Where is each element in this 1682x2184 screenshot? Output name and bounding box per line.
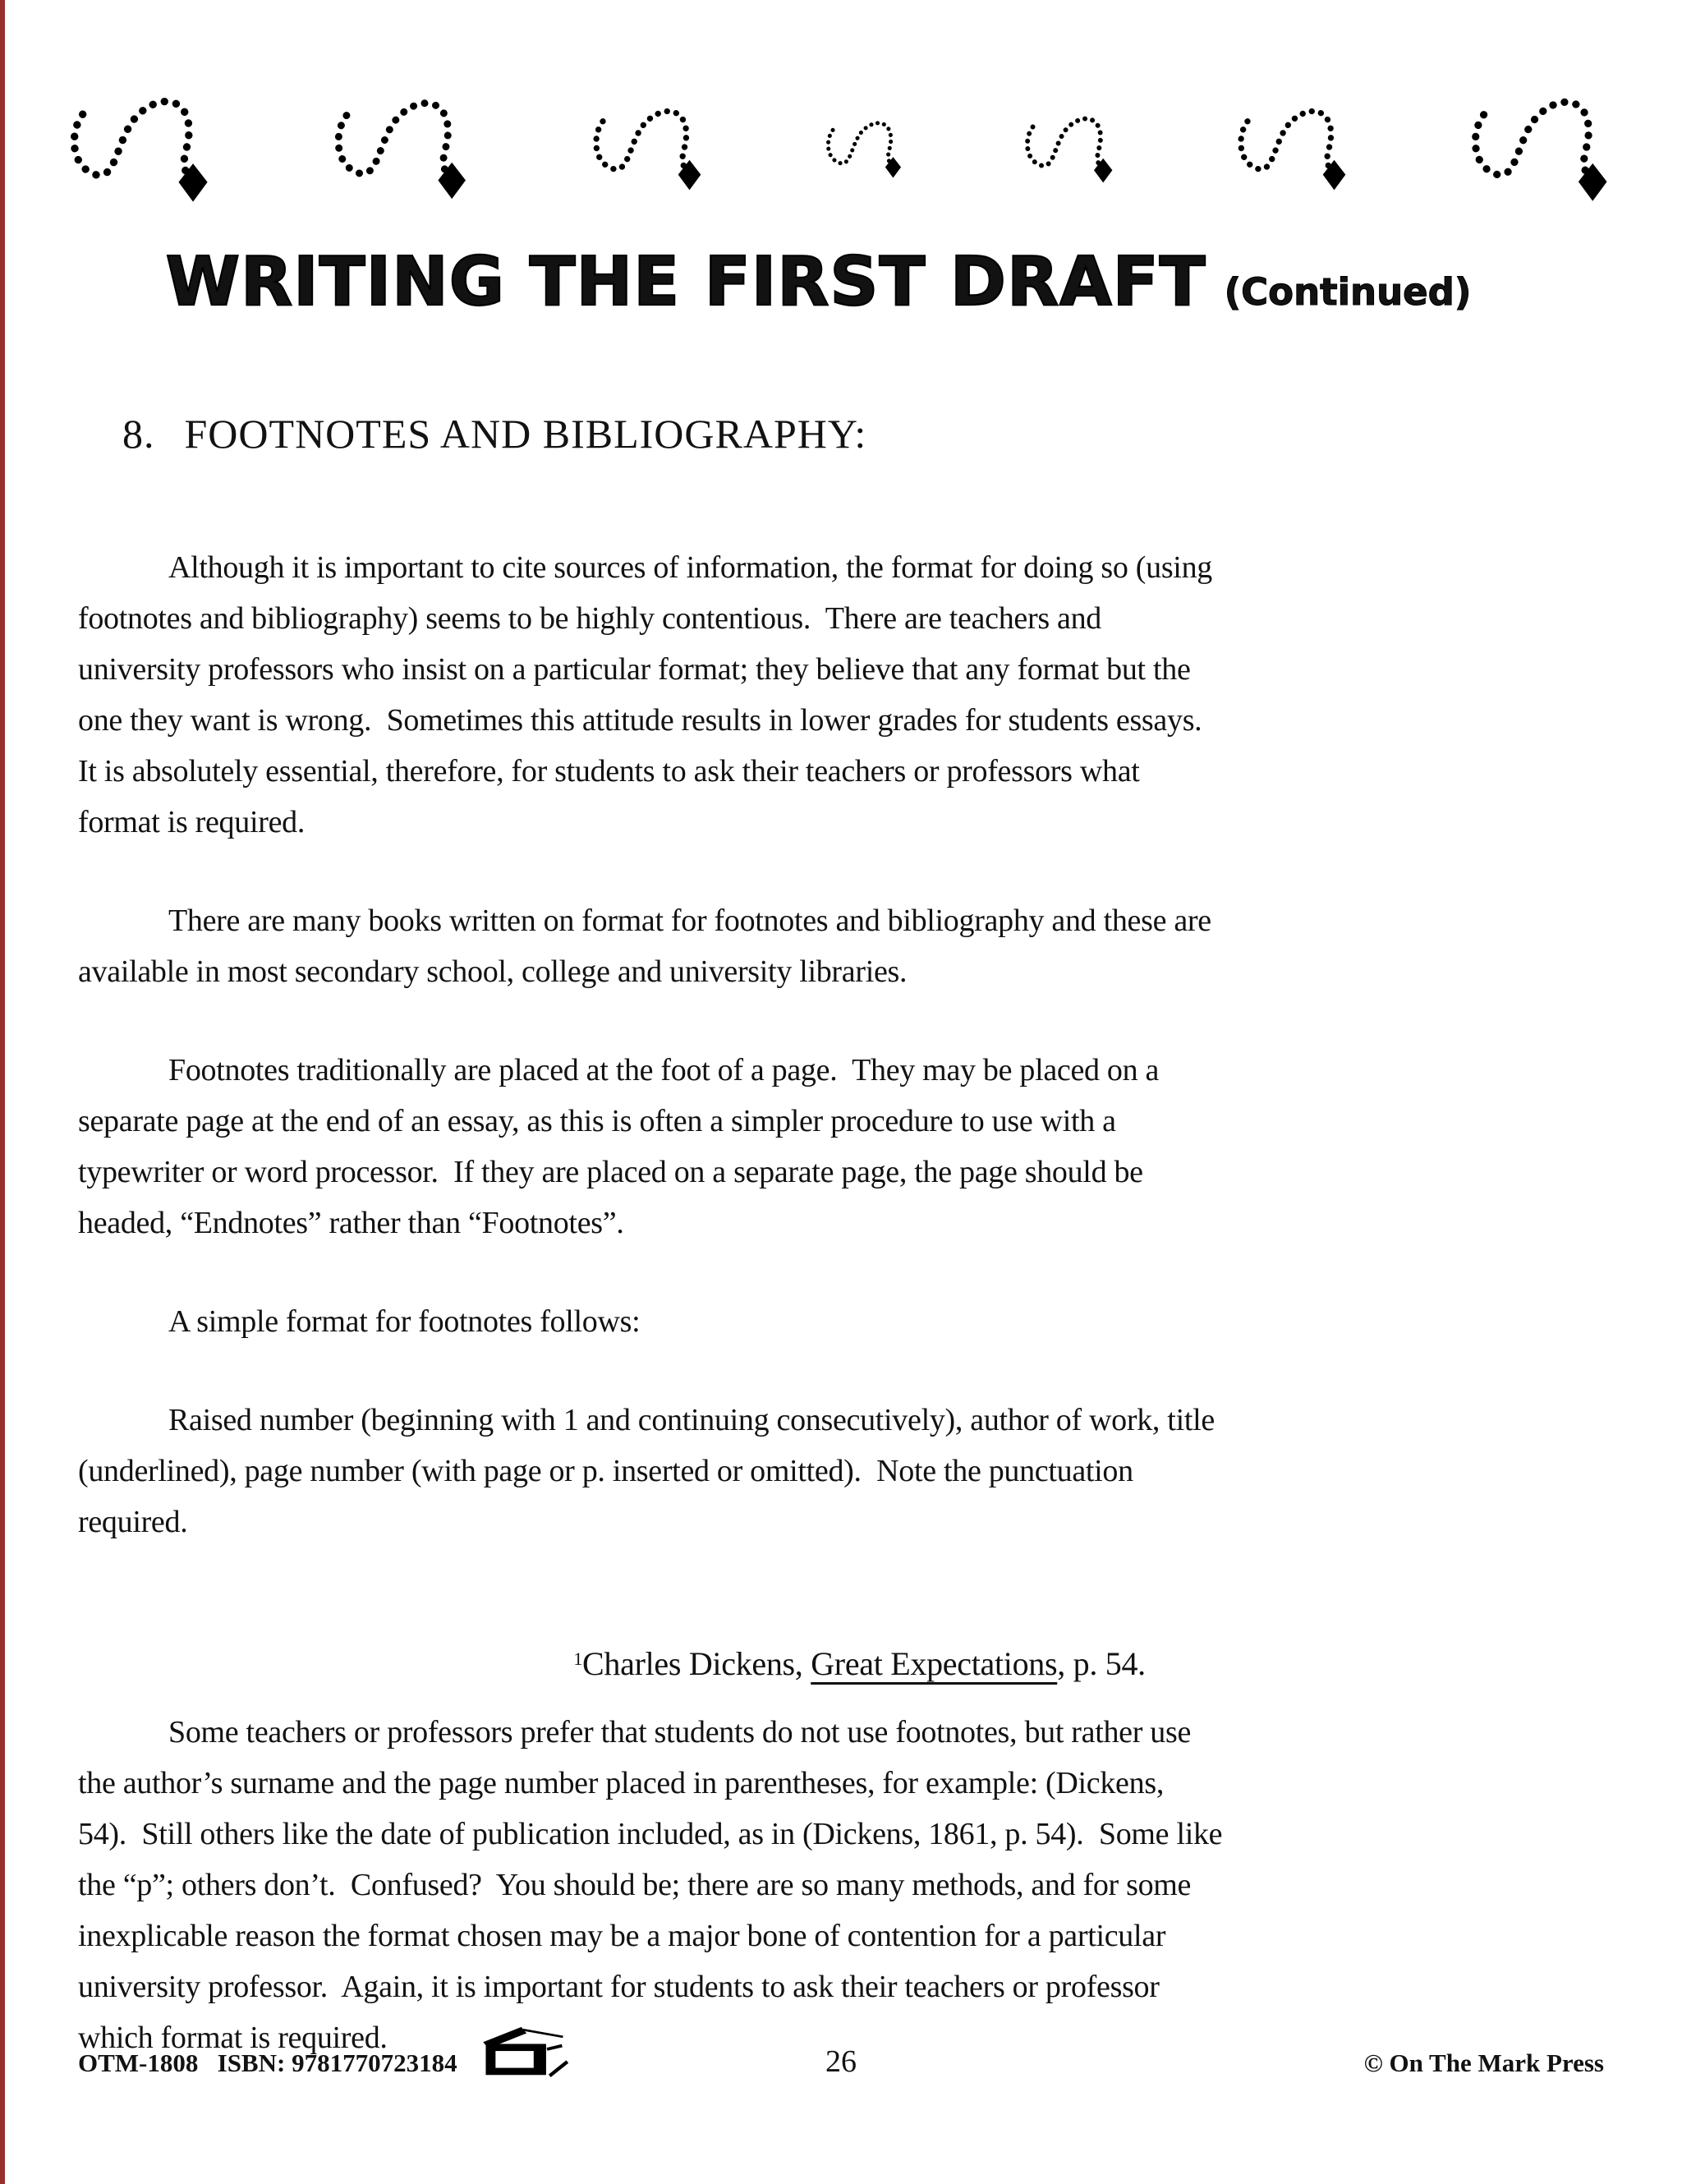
paragraph-line: It is absolutely essential, therefore, for students to ask their teachers or professors what [78, 754, 1140, 789]
dotted-swirl-diamond-icon [592, 99, 705, 199]
paragraph-line: headed, “Endnotes” rather than “Footnotes”. [78, 1206, 624, 1240]
product-code: OTM-1808 [78, 2048, 199, 2077]
paragraph-line: university professor. Again, it is important for students to ask their teachers or professor [78, 1970, 1160, 2004]
isbn: ISBN: 9781770723184 [217, 2048, 457, 2077]
paragraph-line: Footnotes traditionally are placed at the foot of a page. They may be placed on a [168, 1053, 1160, 1087]
paragraph-line: required. [78, 1505, 188, 1539]
paragraph [78, 549, 1593, 855]
paragraph [78, 1402, 1593, 1555]
decorative-border [69, 76, 1613, 222]
page-title-text: WRITING THE FIRST DRAFT [165, 243, 1206, 321]
paragraph-line: Raised number (beginning with 1 and continuing consecutively), author of work, title [168, 1403, 1215, 1437]
paragraph-line: (underlined), page number (with page or p. inserted or omitted). Note the punctuation [78, 1454, 1133, 1488]
section-title: FOOTNOTES AND BIBLIOGRAPHY: [184, 411, 867, 457]
dotted-swirl-diamond-icon [69, 85, 214, 213]
paragraph-line: separate page at the end of an essay, as this is often a simpler procedure to use with a [78, 1104, 1116, 1138]
paragraph-line: available in most secondary school, college and university libraries. [78, 954, 908, 989]
paragraph-line: which format is required. [78, 2021, 388, 2055]
paragraph-line: format is required. [78, 805, 306, 839]
paragraph [78, 1714, 1593, 2071]
paragraph [78, 903, 1593, 1005]
paragraph-line: footnotes and bibliography) seems to be highly contentious. There are teachers and [78, 601, 1101, 636]
page-footer [0, 2022, 1682, 2129]
paragraph-line: typewriter or word processor. If they are placed on a separate page, the page should be [78, 1155, 1143, 1189]
dotted-swirl-diamond-icon [1024, 108, 1116, 190]
footnote-page: , p. 54. [1057, 1645, 1146, 1682]
copyright: © On The Mark Press [1363, 2048, 1604, 2077]
footnote-example [78, 1606, 1593, 1682]
dotted-swirl-diamond-icon [1470, 86, 1613, 212]
dotted-swirl-diamond-icon [1237, 99, 1350, 199]
section-number: 8. [122, 411, 155, 457]
paragraph [78, 1304, 1593, 1354]
paragraph-line: one they want is wrong. Sometimes this attitude results in lower grades for students essays. [78, 703, 1202, 738]
dotted-swirl-diamond-icon [825, 114, 904, 184]
paragraph-line: the author’s surname and the page number placed in parentheses, for example: (Dickens, [78, 1766, 1165, 1800]
page-title-continued: (Continued) [1224, 270, 1472, 314]
section-heading [78, 362, 1682, 505]
page-number: 26 [825, 2044, 857, 2079]
footnote-title-underlined: Great Expectations [811, 1645, 1058, 1682]
dotted-swirl-diamond-icon [333, 88, 471, 209]
body-text [78, 549, 1593, 2071]
paragraph-line: Some teachers or professors prefer that students do not use footnotes, but rather use [168, 1715, 1192, 1749]
paragraph-line: A simple format for footnotes follows: [168, 1304, 641, 1339]
paragraph-line: Although it is important to cite sources of information, the format for doing so (using [168, 550, 1212, 585]
paragraph-line: university professors who insist on a particular format; they believe that any format but the [78, 652, 1191, 687]
page-title [0, 243, 1682, 321]
footnote-author: Charles Dickens, [582, 1645, 811, 1682]
paragraph-line: inexplicable reason the format chosen may be a major bone of contention for a particular [78, 1919, 1166, 1953]
paragraph [78, 1052, 1593, 1256]
footnote-superscript: 1 [573, 1648, 583, 1669]
paragraph-line: There are many books written on format for footnotes and bibliography and these are [168, 903, 1211, 938]
paragraph-line: 54). Still others like the date of publication included, as in (Dickens, 1861, p. 54). Some like [78, 1817, 1223, 1851]
scan-edge-artifact [0, 0, 5, 2184]
paragraph-line: the “p”; others don’t. Confused? You should be; there are so many methods, and for some [78, 1868, 1192, 1902]
